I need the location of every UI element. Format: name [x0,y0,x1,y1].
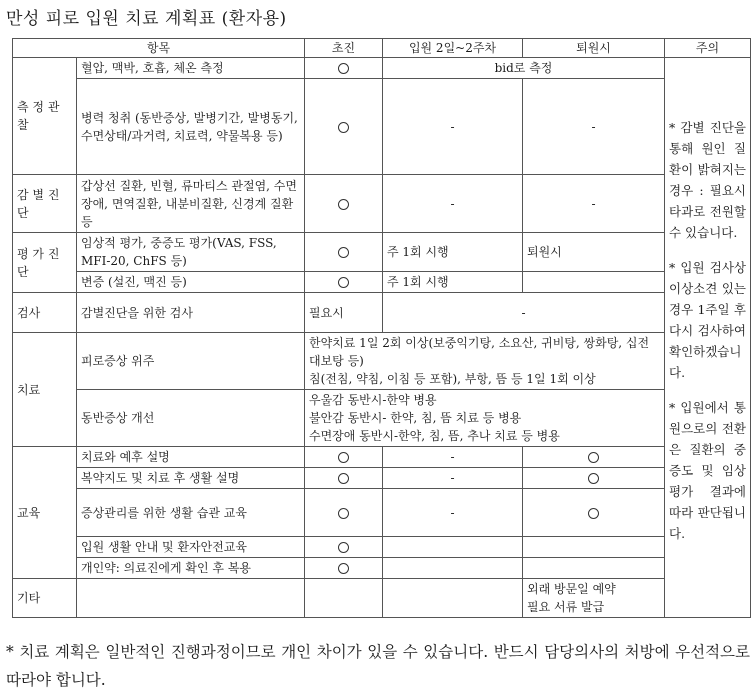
cell-diff-admission: - [383,175,523,233]
cell-edu1-initial [305,447,383,468]
cell-edu3-initial [305,489,383,537]
comorbid-line-2: 불안감 동반시- 한약, 침, 뜸 치료 등 병용 [309,411,522,425]
category-diff: 감 별 진 단 [13,175,77,233]
category-edu: 교육 [13,447,77,579]
item-diff: 갑상선 질환, 빈혈, 류마티스 관절염, 수면장애, 면역질환, 내분비질환, 신경계 질환 등 [77,175,305,233]
table-row [13,293,751,333]
item-syndrome: 변증 (설진, 맥진 등) [77,272,305,293]
item-edu-1: 치료와 예후 설명 [77,447,305,468]
item-edu-5: 개인약: 의료진에게 확인 후 복용 [77,558,305,579]
page-title: 만성 피로 입원 치료 계획표 (환자용) [6,9,287,29]
note-1: * 감별 진단을 통해 원인 질환이 밝혀지는 경우 : 필요시 타과로 전원할 수 있습니다. [669,120,746,240]
table-row [13,79,751,175]
header-initial: 초진 [305,39,383,58]
circle-mark [338,508,349,519]
cell-edu5-admission [383,558,523,579]
notes-column [665,58,751,618]
item-clinical: 임상적 평가, 중증도 평가(VAS, FSS, MFI-20, ChFS 등) [77,233,305,272]
item-edu-3: 증상관리를 위한 생활 습관 교육 [77,489,305,537]
cell-etc-discharge [523,579,665,618]
etc-line-2: 필요 서류 발급 [527,600,605,614]
cell-syndrome-admission: 주 1회 시행 [383,272,523,293]
note-3: * 입원에서 통원으로의 전환은 질환의 중증도 및 임상평가 결과에 따라 판단됩니다. [669,400,746,541]
category-treat: 치료 [13,333,77,447]
cell-history-admission: - [383,79,523,175]
comorbid-line-1: 우울감 동반시-한약 병용 [309,393,437,407]
cell-edu5-initial [305,558,383,579]
cell-edu5-discharge [523,558,665,579]
cell-comorbid-plan [305,390,665,447]
note-2: * 입원 검사상 이상소견 있는 경우 1주일 후 다시 검사하여 확인하겠습니다. [669,260,746,380]
table-row [13,558,751,579]
cell-edu3-discharge [523,489,665,537]
table-row [13,390,751,447]
cell-etc-admission [383,579,523,618]
cell-vitals-initial [305,58,383,79]
cell-edu4-initial [305,537,383,558]
cell-etc-initial [305,579,383,618]
cell-clinical-discharge: 퇴원시 [523,233,665,272]
comorbid-line-3: 수면장애 동반시-한약, 침, 뜸, 추나 치료 등 병용 [309,429,560,443]
circle-mark [338,473,349,484]
cell-test-rest: - [383,293,665,333]
circle-mark [338,63,349,74]
item-vitals: 혈압, 맥박, 호흡, 체온 측정 [77,58,305,79]
circle-mark [338,122,349,133]
header-admission: 입원 2일~2주차 [383,39,523,58]
cell-edu3-admission: - [383,489,523,537]
category-etc: 기타 [13,579,77,618]
category-measure: 측 정 관 찰 [13,58,77,175]
circle-mark [338,563,349,574]
table-row [13,447,751,468]
table-row [13,537,751,558]
cell-clinical-initial [305,233,383,272]
circle-mark [338,247,349,258]
table-row [13,58,751,79]
cell-edu2-admission: - [383,468,523,489]
item-edu-2: 복약지도 및 치료 후 생활 설명 [77,468,305,489]
cell-edu4-admission [383,537,523,558]
cell-history-discharge: - [523,79,665,175]
circle-mark [588,452,599,463]
header-row [13,39,751,58]
table-row [13,175,751,233]
cell-test-initial: 필요시 [305,293,383,333]
cell-history-initial [305,79,383,175]
category-test: 검사 [13,293,77,333]
cell-edu1-discharge [523,447,665,468]
treatment-plan-table [12,38,751,618]
table-row [13,233,751,272]
circle-mark [588,473,599,484]
circle-mark [338,452,349,463]
category-eval: 평 가 진 단 [13,233,77,293]
table-row [13,489,751,537]
header-item: 항목 [13,39,305,58]
cell-edu2-initial [305,468,383,489]
etc-line-1: 외래 방문일 예약 [527,582,616,596]
cell-syndrome-initial [305,272,383,293]
cell-edu2-discharge [523,468,665,489]
footer-note: * 치료 계획은 일반적인 진행과정이므로 개인 차이가 있을 수 있습니다. 반드시 담당의사의 처방에 우선적으로 따라야 합니다. [6,643,750,689]
header-discharge: 퇴원시 [523,39,665,58]
cell-diff-initial [305,175,383,233]
table-row [13,468,751,489]
item-test: 감별진단을 위한 검사 [77,293,305,333]
item-history: 병력 청취 (동반증상, 발병기간, 발병동기, 수면상태/과거력, 치료력, 약물복용 등) [77,79,305,175]
circle-mark [588,508,599,519]
header-notes: 주의 [665,39,751,58]
cell-vitals-schedule: bid로 측정 [383,58,665,79]
fatigue-line-2: 침(전침, 약침, 이침 등 포함), 부항, 뜸 등 1일 1회 이상 [309,372,596,386]
table-row [13,333,751,390]
cell-diff-discharge: - [523,175,665,233]
item-etc [77,579,305,618]
item-comorbid: 동반증상 개선 [77,390,305,447]
cell-clinical-admission: 주 1회 시행 [383,233,523,272]
table-row [13,272,751,293]
cell-fatigue-plan [305,333,665,390]
cell-edu4-discharge [523,537,665,558]
circle-mark [338,277,349,288]
fatigue-line-1: 한약치료 1일 2회 이상(보중익기탕, 소요산, 귀비탕, 쌍화탕, 십전대보탕 등) [309,336,650,368]
item-edu-4: 입원 생활 안내 및 환자안전교육 [77,537,305,558]
cell-syndrome-discharge [523,272,665,293]
table-row [13,579,751,618]
item-fatigue: 피로증상 위주 [77,333,305,390]
cell-edu1-admission: - [383,447,523,468]
circle-mark [338,542,349,553]
circle-mark [338,199,349,210]
